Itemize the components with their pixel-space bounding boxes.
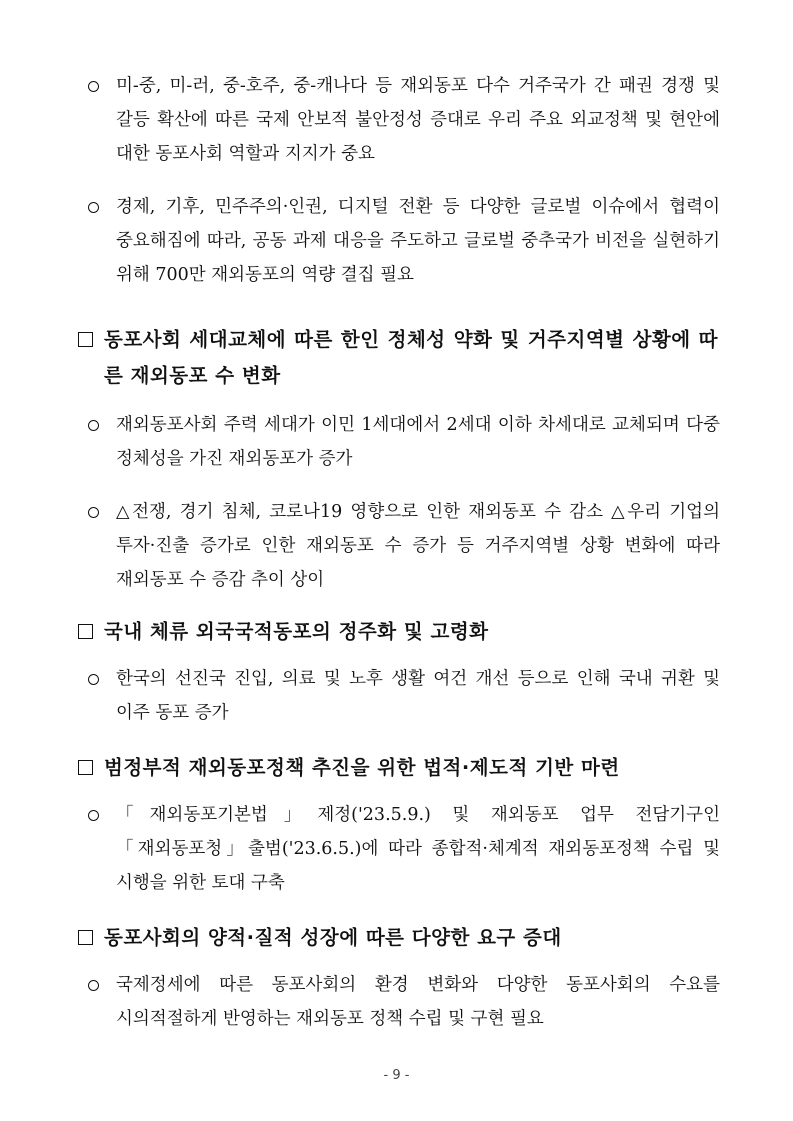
bullet-text: 경제, 기후, 민주주의·인권, 디지털 전환 등 다양한 글로벌 이슈에서 협력이 중요해짐에 따라, 공동 과제 대응을 주도하고 글로벌 중추국가 비전을 실현하기 위해 700만 재외동포의 역량 결집 필요	[116, 197, 720, 285]
circle-bullet-icon	[88, 420, 99, 431]
circle-bullet-icon	[88, 81, 99, 92]
heading-text: 동포사회의 양적·질적 성장에 따른 다양한 요구 증대	[104, 926, 562, 949]
heading-text: 범정부적 재외동포정책 추진을 위한 법적·제도적 기반 마련	[104, 756, 620, 779]
section-3-bullet-1	[88, 798, 720, 900]
checkbox-square-icon	[78, 760, 93, 775]
checkbox-square-icon	[78, 624, 93, 639]
bullet-text: 「재외동포기본법」제정('23.5.9.) 및 재외동포 업무 전담기구인 「재외동포청」출범('23.6.5.)에 따라 종합적·체계적 재외동포정책 수립 및 시행을 위한 토대 구축	[116, 805, 720, 893]
circle-bullet-icon	[88, 202, 99, 213]
bullet-text: 미-중, 미-러, 중-호주, 중-캐나다 등 재외동포 다수 거주국가 간 패권 경쟁 및 갈등 확산에 따른 국제 안보적 불안정성 증대로 우리 주요 외교정책 및 현안에 대한 동포사회 역할과 지지가 중요	[116, 76, 720, 164]
section-1-bullet-1	[88, 408, 720, 476]
section-4-bullet-1	[88, 968, 720, 1036]
section-heading-1	[78, 322, 718, 394]
heading-text: 국내 체류 외국국적동포의 정주화 및 고령화	[104, 620, 489, 643]
circle-bullet-icon	[88, 980, 99, 991]
circle-bullet-icon	[88, 674, 99, 685]
bullet-text: △전쟁, 경기 침체, 코로나19 영향으로 인한 재외동포 수 감소 △우리 기업의 투자·진출 증가로 인한 재외동포 수 증가 등 거주지역별 상황 변화에 따라 재외동포 수 증감 추이 상이	[116, 502, 720, 590]
section-heading-4	[78, 920, 718, 956]
section-1-bullet-2	[88, 495, 720, 597]
section-heading-3	[78, 750, 718, 786]
checkbox-square-icon	[78, 930, 93, 945]
bullet-text: 국제정세에 따른 동포사회의 환경 변화와 다양한 동포사회의 수요를 시의적절하게 반영하는 재외동포 정책 수립 및 구현 필요	[116, 975, 720, 1029]
bullet-text: 한국의 선진국 진입, 의료 및 노후 생활 여건 개선 등으로 인해 국내 귀환 및 이주 동포 증가	[116, 669, 720, 723]
bullet-text: 재외동포사회 주력 세대가 이민 1세대에서 2세대 이하 차세대로 교체되며 다중 정체성을 가진 재외동포가 증가	[116, 415, 720, 469]
circle-bullet-icon	[88, 810, 99, 821]
page-number: - 9 -	[383, 1068, 410, 1083]
circle-bullet-icon	[88, 507, 99, 518]
heading-text: 동포사회 세대교체에 따른 한인 정체성 약화 및 거주지역별 상황에 따른 재외동포 수 변화	[104, 328, 718, 387]
section-heading-2	[78, 614, 718, 650]
intro-bullet-2	[88, 190, 720, 292]
intro-bullet-1	[88, 69, 720, 171]
section-2-bullet-1	[88, 662, 720, 730]
checkbox-square-icon	[78, 332, 93, 347]
